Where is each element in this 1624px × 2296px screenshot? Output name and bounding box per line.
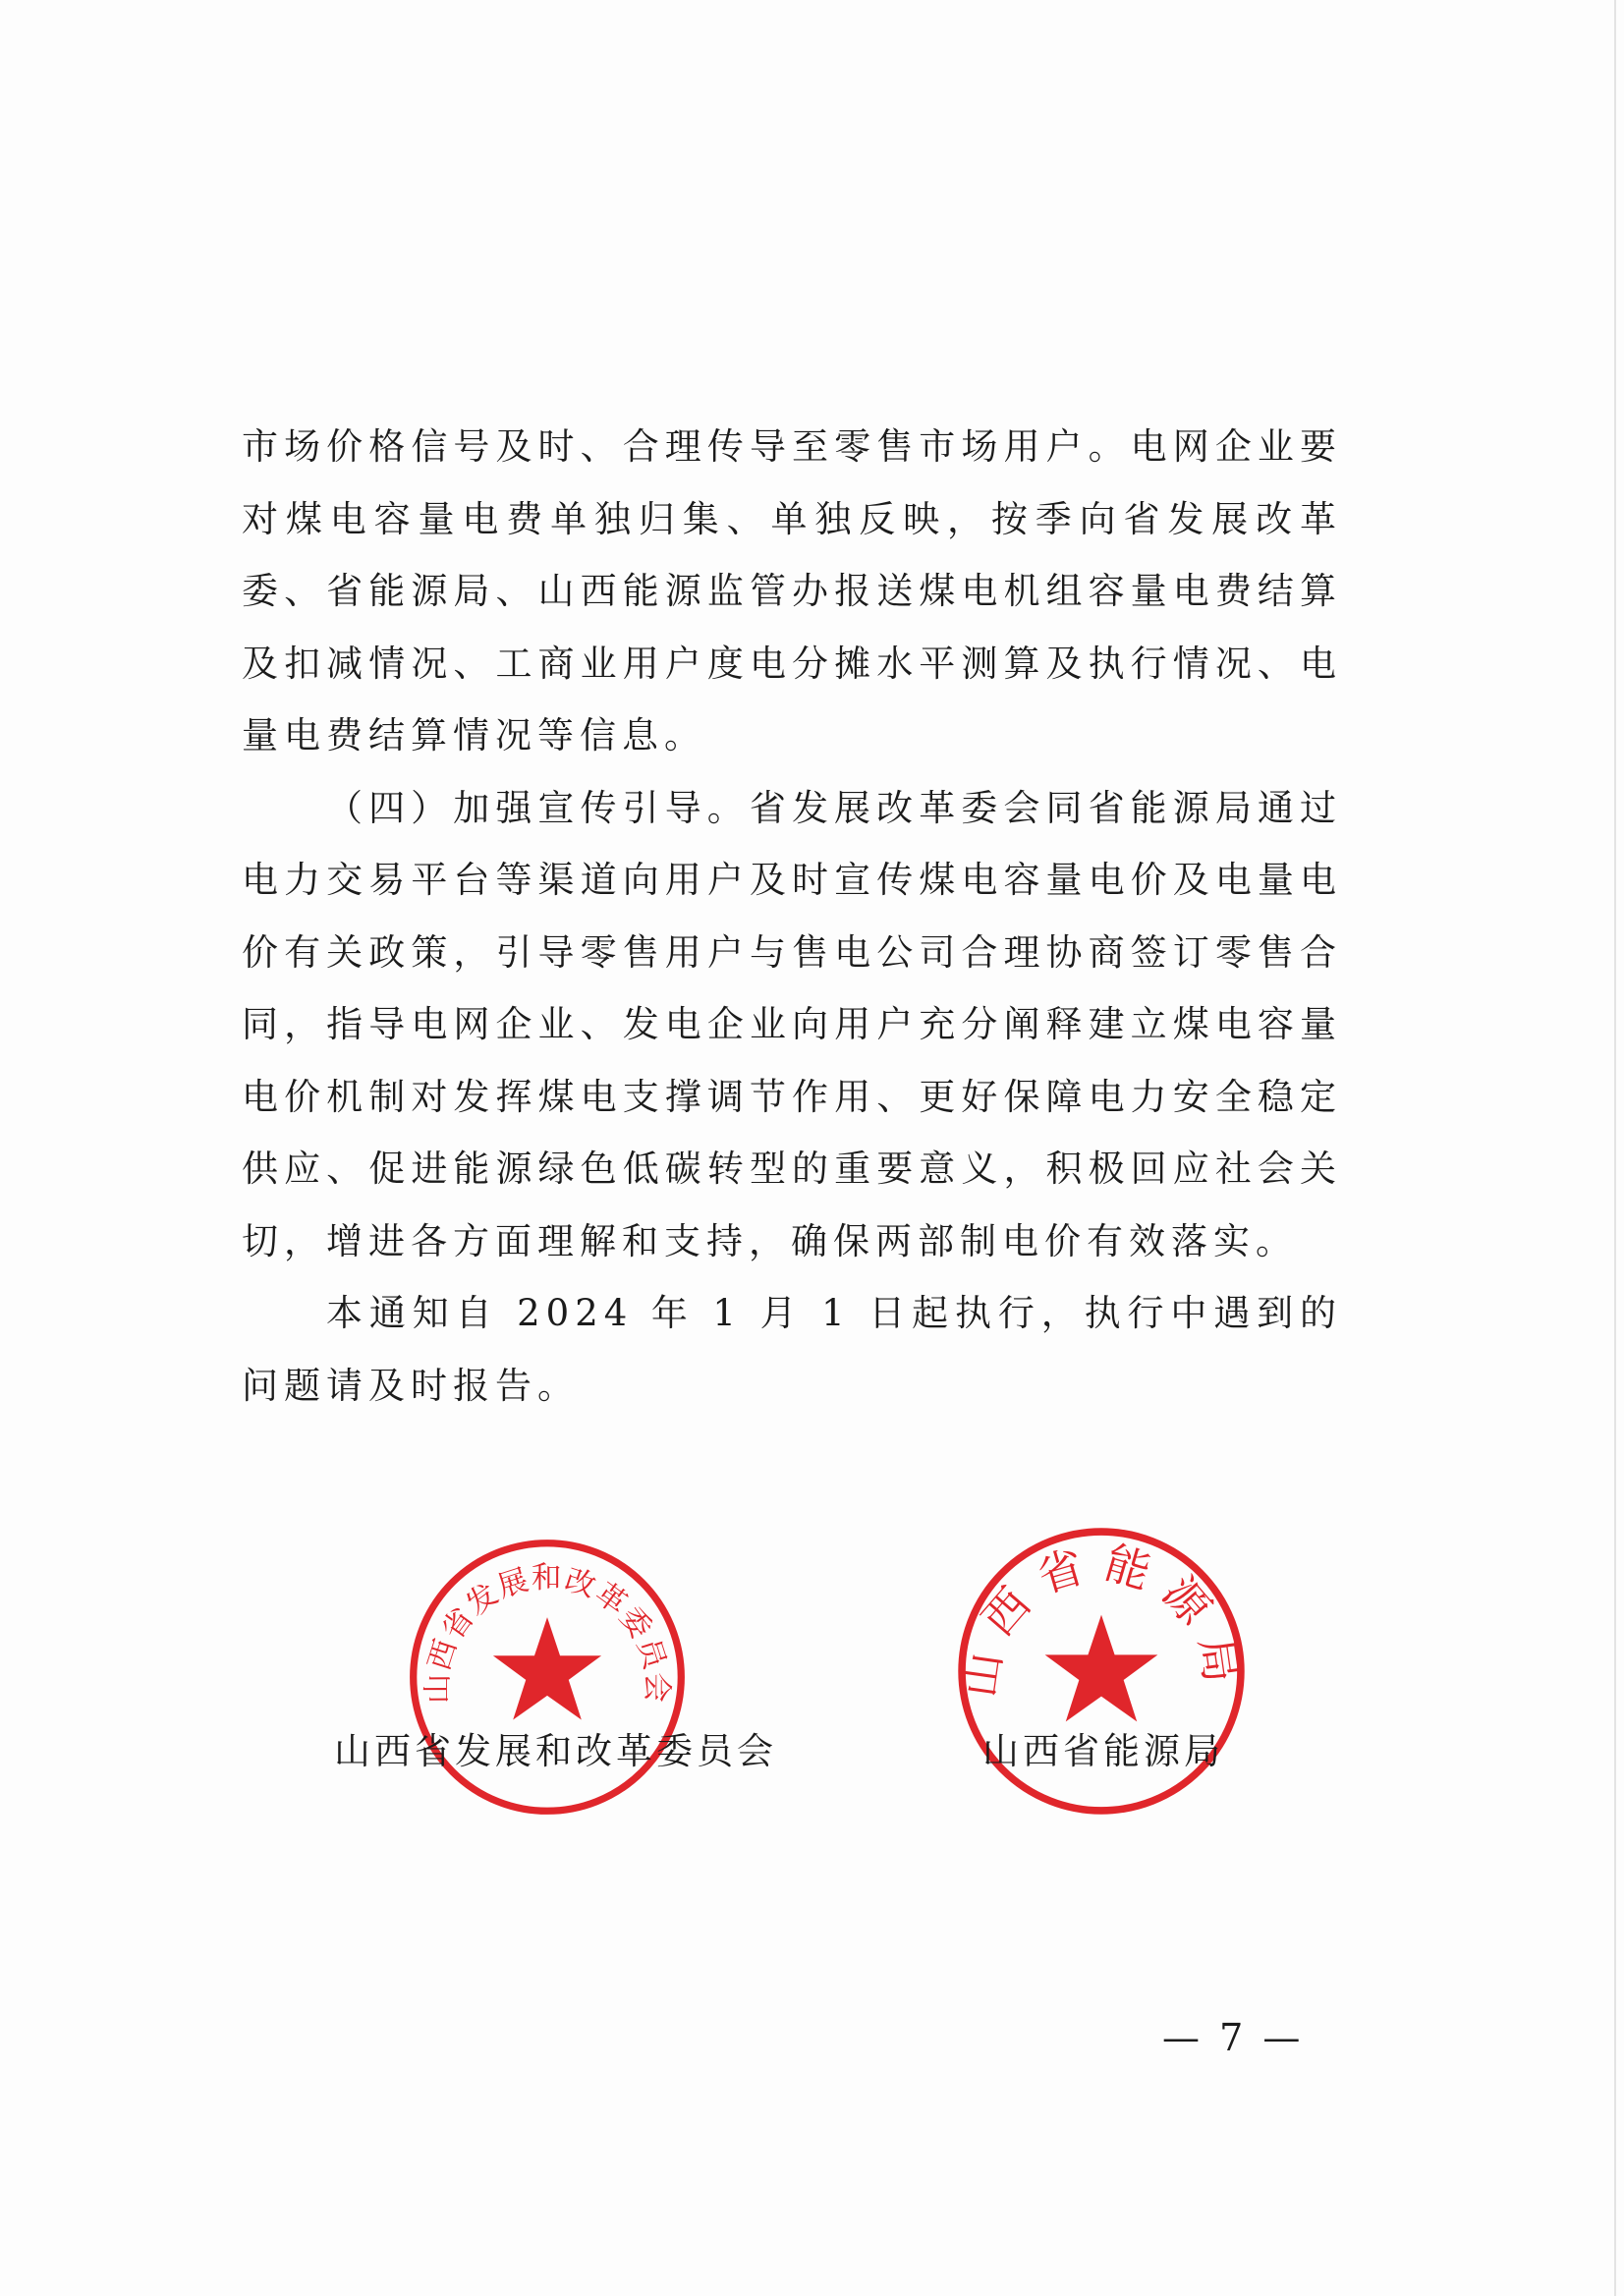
page-number: — 7 — [1162,2016,1305,2059]
seal-energy-text: 山西省能源局 [953,1536,1250,1701]
document-body [242,411,1342,1422]
seal-drc-graphic [405,1535,690,1820]
signer-drc: 山西省发展和改革委员会 [334,1730,777,1772]
paragraph-3: 本通知自 2024 年 1 月 1 日起执行，执行中遇到的问题请及时报告。 [242,1292,1342,1407]
official-seal-drc [405,1535,690,1820]
seal-energy-graphic [953,1523,1250,1820]
paragraph-2: （四）加强宣传引导。省发展改革委会同省能源局通过电力交易平台等渠道向用户及时宣传煤电容量电价及电量电价有关政策，引导零售用户与售电公司合理协商签订零售合同，指导电网企业、发电企业向用户充分阐释建立煤电容量电价机制对发挥煤电支撑调节作用、更好保障电力安全稳定供应、促进能源绿色低碳转型的重要意义，积极回应社会关切，增进各方面理解和支持，确保两部制电价有效落实。 [242,786,1342,1262]
star-icon [1045,1615,1158,1722]
signer-energy: 山西省能源局 [982,1730,1224,1772]
seal-drc-text: 山西省发展和改革委员会 [420,1561,674,1705]
official-seal-energy [953,1523,1250,1820]
paragraph-1: 市场价格信号及时、合理传导至零售市场用户。电网企业要对煤电容量电费单独归集、单独反映，按季向省发展改革委、省能源局、山西能源监管办报送煤电机组容量电费结算及扣减情况、工商业用户度电分摊水平测算及执行情况、电量电费结算情况等信息。 [242,425,1342,756]
star-icon [493,1617,601,1719]
scan-edge-shadow [1614,0,1616,2296]
